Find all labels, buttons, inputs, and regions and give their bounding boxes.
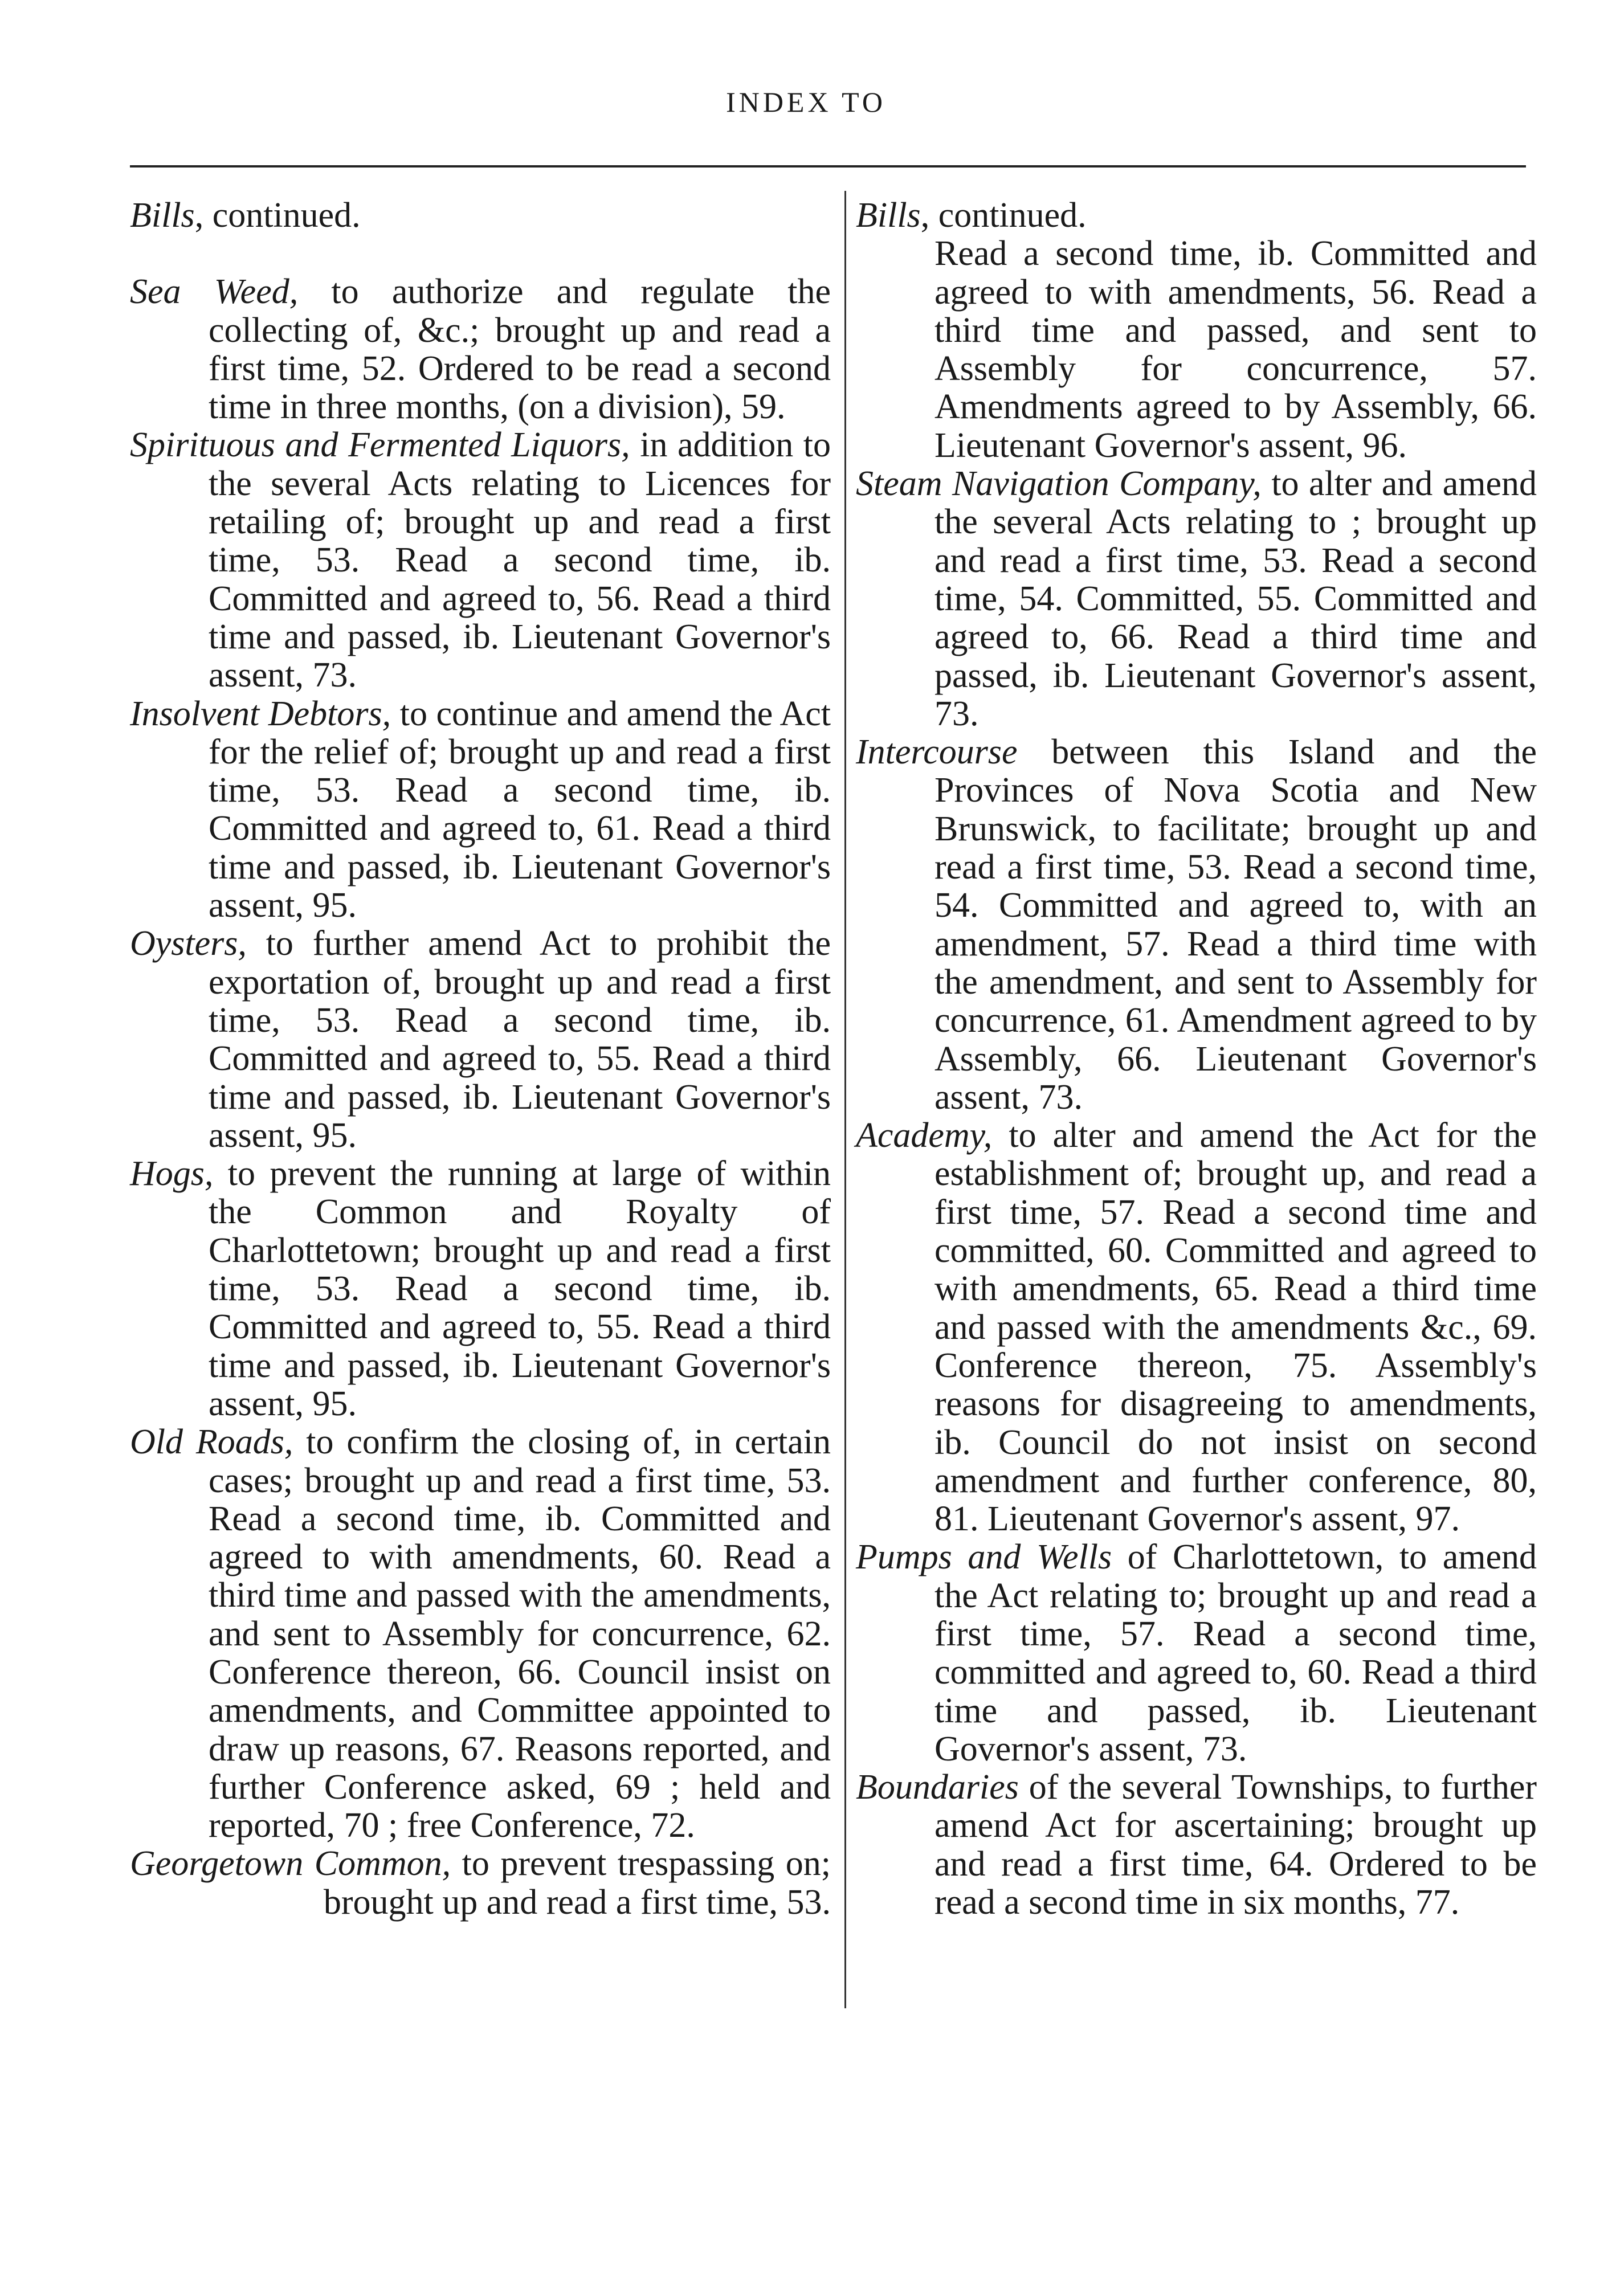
entry-title: Intercourse <box>856 733 1018 772</box>
continued-rest: , continued. <box>920 196 1087 235</box>
continued-rest: , continued. <box>194 196 361 235</box>
entry-text: of Charlottetown, to amend the Act relating to; brought up and read a first time, 57. Read a second time, committed and agreed to, 60. Read a third time and passed, ib. Lieutenant Governor's assent, 73. <box>934 1538 1537 1768</box>
entry-title: Pumps and Wells <box>856 1538 1112 1577</box>
entry-title: Sea Weed, <box>130 272 299 312</box>
entry-title: Old Roads, <box>130 1423 293 1462</box>
entry-text: to prevent the running at large of within the Common and Royalty of Charlottetown; brought up and read a first time, 53. Read a second time, ib. Committed and agreed to, 55. Read a third time and passed, ib. Lieutenant Governor's assent, 95. <box>209 1154 831 1423</box>
index-entry <box>130 273 831 426</box>
entry-text: to confirm the closing of, in certain cases; brought up and read a first time, 53. Read a second time, ib. Committed and agreed to with amendments, 60. Read a third time and passed with the amendments, and sent to Assembly for concurrence, 62. Conference thereon, 66. Council insist on amendments, and Committee appointed to draw up reasons, 67. Reasons reported, and further Conference asked, 69 ; held and reported, 70 ; free Conference, 72. <box>209 1423 831 1845</box>
entry-title: Boundaries <box>856 1768 1019 1807</box>
entry-title: Steam Navigation Company, <box>856 464 1262 504</box>
entry-text: to further amend Act to prohibit the exportation of, brought up and read a first time, 53. Read a second time, ib. Committed and agreed to, 55. Read a third time and passed, ib. Lieutenant Governor's assent, 95. <box>209 924 831 1155</box>
entry-title: Spirituous and Fermented Liquors, <box>130 426 630 465</box>
continuation-text: Read a second time, ib. Committed and agreed to with amendments, 56. Read a third time and passed, and sent to Assembly for concurrence, 57. Amendments agreed to by Assembly, 66. Lieutenant Governor's assent, 96. <box>934 234 1537 465</box>
index-entry <box>856 465 1537 733</box>
index-entry <box>856 1117 1537 1538</box>
index-entry <box>856 1768 1537 1922</box>
index-entry <box>130 426 831 694</box>
entry-title: Oysters, <box>130 924 247 963</box>
index-entry <box>130 1845 831 1922</box>
continued-heading <box>130 197 831 235</box>
entry-text: to authorize and regulate the collecting of, &c.; brought up and read a first time, 52. Ordered to be read a second time in three months, (on a division), 59. <box>209 272 831 427</box>
index-entry <box>130 1423 831 1845</box>
continued-title: Bills <box>856 196 921 235</box>
entry-text: between this Island and the Provinces of Nova Scotia and New Brunswick, to facilitate; brought up and read a first time, 53. Read a second time, 54. Committed and agreed to, with an amendment, 57. Read a third time with the amendment, and sent to Assembly for concurrence, 61. Amendment agreed to by Assembly, 66. Lieutenant Governor's assent, 73. <box>934 733 1537 1117</box>
left-column <box>130 197 831 1922</box>
entry-title: Insolvent Debtors, <box>130 694 391 733</box>
index-entry <box>130 1155 831 1423</box>
entry-text: to alter and amend the several Acts relating to ; brought up and read a first time, 53. Read a second time, 54. Committed, 55. Committed and agreed to, 66. Read a third time and passed, ib. Lieutenant Governor's assent, 73. <box>934 464 1537 733</box>
index-entry <box>130 695 831 925</box>
entry-text: to continue and amend the Act for the relief of; brought up and read a first time, 53. Read a second time, ib. Committed and agreed to, 61. Read a third time and passed, ib. Lieutenant Governor's assent, 95. <box>209 694 831 925</box>
index-entry <box>856 733 1537 1117</box>
header-rule <box>130 165 1526 167</box>
continued-title: Bills <box>130 196 195 235</box>
entry-title: Hogs, <box>130 1154 214 1194</box>
right-column <box>856 197 1537 1922</box>
entry-text: in addition to the several Acts relating to Licences for retailing of; brought up and read a first time, 53. Read a second time, ib. Committed and agreed to, 56. Read a third time and passed, ib. Lieutenant Governor's assent, 73. <box>209 426 831 695</box>
entry-text: to prevent trespassing on; brought up and read a first time, 53. <box>323 1844 831 1922</box>
entry-title: Georgetown Common, <box>130 1844 451 1884</box>
index-entry <box>130 925 831 1155</box>
page-header: INDEX TO <box>726 86 886 118</box>
entry-text: of the several Townships, to further amend Act for ascertaining; brought up and read a first time, 64. Ordered to be read a second time in six months, 77. <box>934 1768 1537 1922</box>
entry-title: Academy, <box>856 1116 993 1155</box>
column-divider <box>844 191 846 2008</box>
index-entry <box>856 1538 1537 1768</box>
entry-text: to alter and amend the Act for the establishment of; brought up, and read a first time, 57. Read a second time and committed, 60. Committed and agreed to with amendments, 65. Read a third time and passed with the amendments &c., 69. Conference thereon, 75. Assembly's reasons for disagreeing to amendments, ib. Council do not insist on second amendment and further conference, 80, 81. Lieutenant Governor's assent, 97. <box>934 1116 1537 1539</box>
continued-heading <box>856 197 1537 235</box>
